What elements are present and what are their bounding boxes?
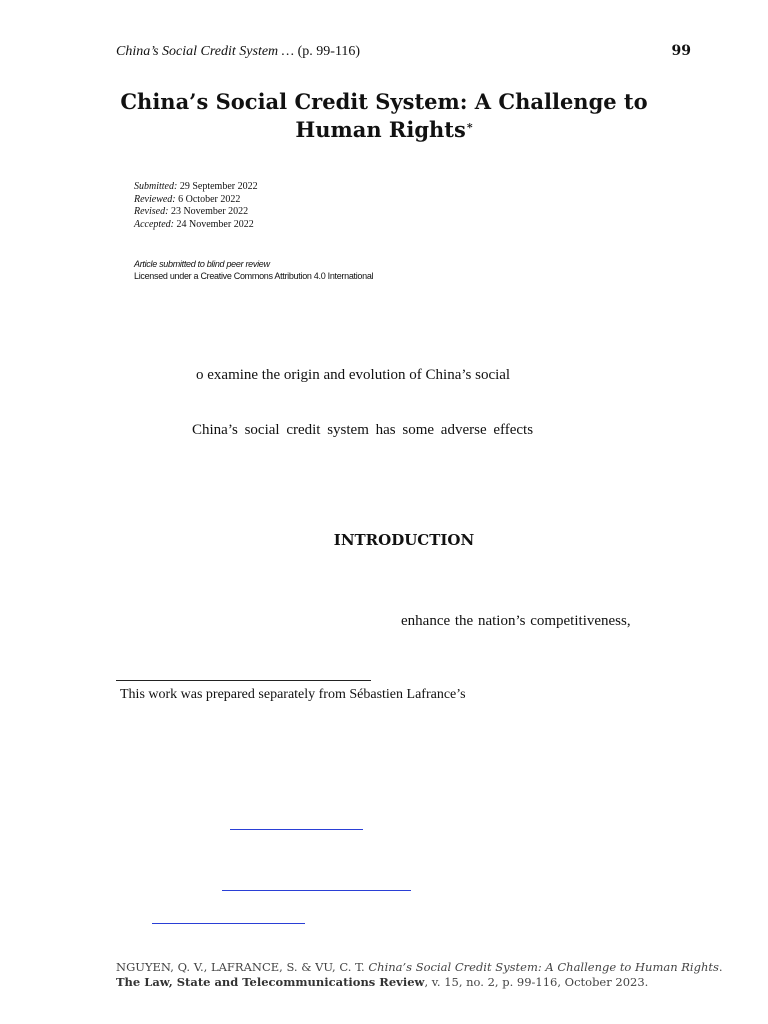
running-head-title: China’s Social Credit System … [116,44,295,59]
article-dates [134,181,258,231]
license-text: Licensed under a Creative Commons Attribution 4.0 International [134,271,374,281]
citation-details: , v. 15, no. 2, p. 99-116, October 2023. [424,975,649,989]
running-head [116,44,360,60]
accepted-label: Accepted: [134,218,174,230]
peer-review-note: Article submitted to blind peer review [134,259,270,269]
revised-label: Revised: [134,206,169,217]
footnote-link-2[interactable] [222,890,411,891]
revised-date: 23 November 2022 [170,206,249,217]
title-footnote-marker: * [466,121,473,134]
footnote-divider [116,680,371,681]
footnote-link-3[interactable] [152,923,305,924]
reviewed-date: 6 October 2022 [178,193,241,205]
citation-article-title: China’s Social Credit System: A Challenge to Human Rights [368,960,719,974]
citation-line-2 [116,975,723,990]
citation-journal: The Law, State and Telecommunications Review [116,975,425,989]
reviewed-date-row [134,194,258,207]
footnote-link-1[interactable] [230,829,363,830]
submitted-date: 29 September 2022 [179,181,258,192]
article-title-text: China’s Social Credit System: A Challenge to Human Rights [120,89,648,142]
revised-date-row [134,206,258,219]
article-title [100,88,668,144]
citation-authors: NGUYEN, Q. V., LAFRANCE, S. & VU, C. T. [116,960,365,974]
license-block [134,258,373,282]
reviewed-label: Reviewed: [134,193,176,205]
citation-line-1: NGUYEN, Q. V., LAFRANCE, S. & VU, C. T. China’s Social Credit System: A Challenge to Human Rights. [116,960,723,974]
running-head-pages: (p. 99-116) [297,44,361,59]
accepted-date: 24 November 2022 [176,218,254,230]
abstract-fragment-2: China’s social credit system has some adverse effects [192,422,534,438]
footnote-text: This work was prepared separately from Sébastien Lafrance’s [120,687,466,702]
submitted-label: Submitted: [134,181,178,192]
body-fragment-3: enhance the nation’s competitiveness, [401,613,631,629]
submitted-date-row [134,181,258,194]
abstract-fragment-1: o examine the origin and evolution of China’s social [196,367,511,383]
accepted-date-row [134,219,258,232]
citation-block [116,960,723,990]
page-number: 99 [671,43,691,59]
section-heading-introduction: INTRODUCTION [333,531,475,549]
